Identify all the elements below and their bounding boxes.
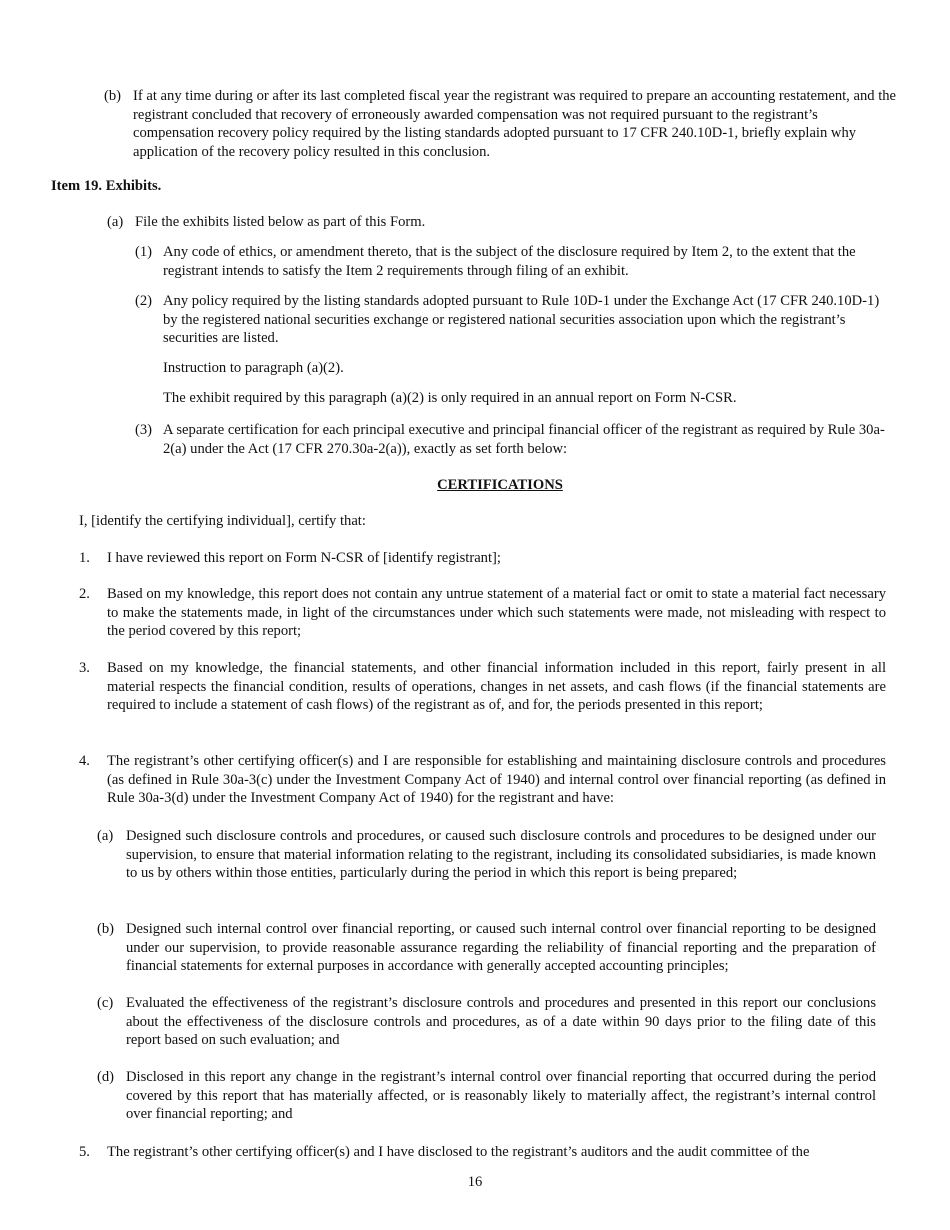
cert-item-5	[79, 1143, 889, 1162]
cert-item-3-marker: 3.	[79, 660, 90, 676]
cert-item-2-marker: 2.	[79, 586, 90, 602]
item18-b-paragraph	[104, 87, 897, 161]
item19-sub-3-marker: (3)	[135, 422, 153, 438]
cert-item-3-text: Based on my knowledge, the financial statements, and other financial information included in this report, fairly present in all material respects the financial condition, results of operations, changes in net assets, and cash flows (if the financial statements are required to include a statement of cash flows) of the registrant as of, and for, the periods presented in this report;	[107, 660, 886, 713]
cert-item-2-text: Based on my knowledge, this report does not contain any untrue statement of a material fact or omit to state a material fact necessary to make the statements made, in light of the circumstances under which such statements were made, not misleading with respect to the period covered by this report;	[107, 586, 886, 639]
cert-subitem-d-text: Disclosed in this report any change in the registrant’s internal control over financial reporting that occurred during the period covered by this report that has materially affected, or is reasonably likely to materially affect, the registrant’s internal control over financial reporting; and	[126, 1069, 876, 1122]
cert-subitem-b	[97, 920, 876, 976]
item19-sub-2-text: Any policy required by the listing standards adopted pursuant to Rule 10D-1 under the Exchange Act (17 CFR 240.10D-1) by the registered national securities exchange or registered national securities association upon which the registrant’s securities are listed.	[163, 293, 880, 346]
item19-sub-1	[135, 243, 887, 280]
cert-subitem-a	[97, 827, 876, 883]
cert-item-4-text: The registrant’s other certifying officer(s) and I are responsible for establishing and maintaining disclosure controls and procedures (as defined in Rule 30a-3(c) under the Investment Company Act of 1940) and internal control over financial reporting (as defined in Rule 30a-3(d) under the Investment Company Act of 1940) for the registrant and have:	[107, 753, 886, 806]
certifications-title: CERTIFICATIONS	[437, 477, 563, 493]
cert-subitem-a-text: Designed such disclosure controls and procedures, or caused such disclosure controls and procedures to be designed under our supervision, to ensure that material information relating to the registrant, including its consolidated subsidiaries, is made known to us by others within those entities, particularly during the period in which this report is being prepared;	[126, 828, 876, 881]
item19-sub-1-marker: (1)	[135, 244, 153, 260]
cert-subitem-b-text: Designed such internal control over financial reporting, or caused such internal control over financial reporting to be designed under our supervision, to provide reasonable assurance regarding the reliability of financial reporting and the preparation of financial statements for external purposes in accordance with generally accepted accounting principles;	[126, 921, 876, 974]
cert-subitem-d	[97, 1068, 876, 1124]
cert-subitem-c-marker: (c)	[97, 995, 114, 1011]
certifications-title-wrap	[0, 476, 950, 495]
cert-subitem-d-marker: (d)	[97, 1069, 115, 1085]
item19-sub-3-text: A separate certification for each principal executive and principal financial officer of the registrant as required by Rule 30a-2(a) under the Act (17 CFR 270.30a-2(a)), exactly as set forth below:	[163, 422, 885, 457]
item18-b-marker: (b)	[104, 88, 122, 104]
cert-item-1-text: I have reviewed this report on Form N-CSR of [identify registrant];	[107, 550, 501, 566]
cert-item-2	[79, 585, 886, 641]
cert-item-5-text: The registrant’s other certifying officer(s) and I have disclosed to the registrant’s auditors and the audit committee of the	[107, 1144, 810, 1160]
cert-item-4	[79, 752, 886, 808]
cert-item-1	[79, 549, 886, 568]
item19-a-paragraph	[107, 213, 887, 232]
instruction-text: The exhibit required by this paragraph (a)(2) is only required in an annual report on Form N-CSR.	[163, 390, 737, 406]
item19-sub-1-text: Any code of ethics, or amendment thereto, that is the subject of the disclosure required by Item 2, to the extent that the registrant intends to satisfy the Item 2 requirements through filing of an exhibit.	[163, 244, 856, 279]
cert-subitem-c-text: Evaluated the effectiveness of the registrant’s disclosure controls and procedures and presented in this report our conclusions about the effectiveness of the disclosure controls and procedures, as of a date within 90 days prior to the filing date of this report based on such evaluation; and	[126, 995, 876, 1048]
item19-sub-3	[135, 421, 887, 458]
item19-heading: Item 19. Exhibits.	[51, 178, 162, 194]
cert-item-5-marker: 5.	[79, 1144, 90, 1160]
cert-subitem-a-marker: (a)	[97, 828, 114, 844]
cert-subitem-c	[97, 994, 876, 1050]
cert-subitem-b-marker: (b)	[97, 921, 115, 937]
item19-sub-2-marker: (2)	[135, 293, 153, 309]
cert-item-4-marker: 4.	[79, 753, 90, 769]
item19-a-marker: (a)	[107, 214, 124, 230]
page-number: 16	[467, 1174, 483, 1190]
cert-item-3	[79, 659, 886, 715]
certifications-intro: I, [identify the certifying individual], certify that:	[79, 513, 366, 529]
item19-a-text: File the exhibits listed below as part of this Form.	[135, 214, 426, 230]
instruction-title: Instruction to paragraph (a)(2).	[163, 360, 344, 376]
cert-item-1-marker: 1.	[79, 550, 90, 566]
item18-b-text: If at any time during or after its last completed fiscal year the registrant was required to prepare an accounting restatement, and the registrant concluded that recovery of erroneously awarded compensation was not required pursuant to the registrant’s compensation recovery policy required by the listing standards adopted pursuant to 17 CFR 240.10D-1, briefly explain why application of the recovery policy resulted in this conclusion.	[133, 88, 897, 160]
item19-sub-2	[135, 292, 895, 348]
